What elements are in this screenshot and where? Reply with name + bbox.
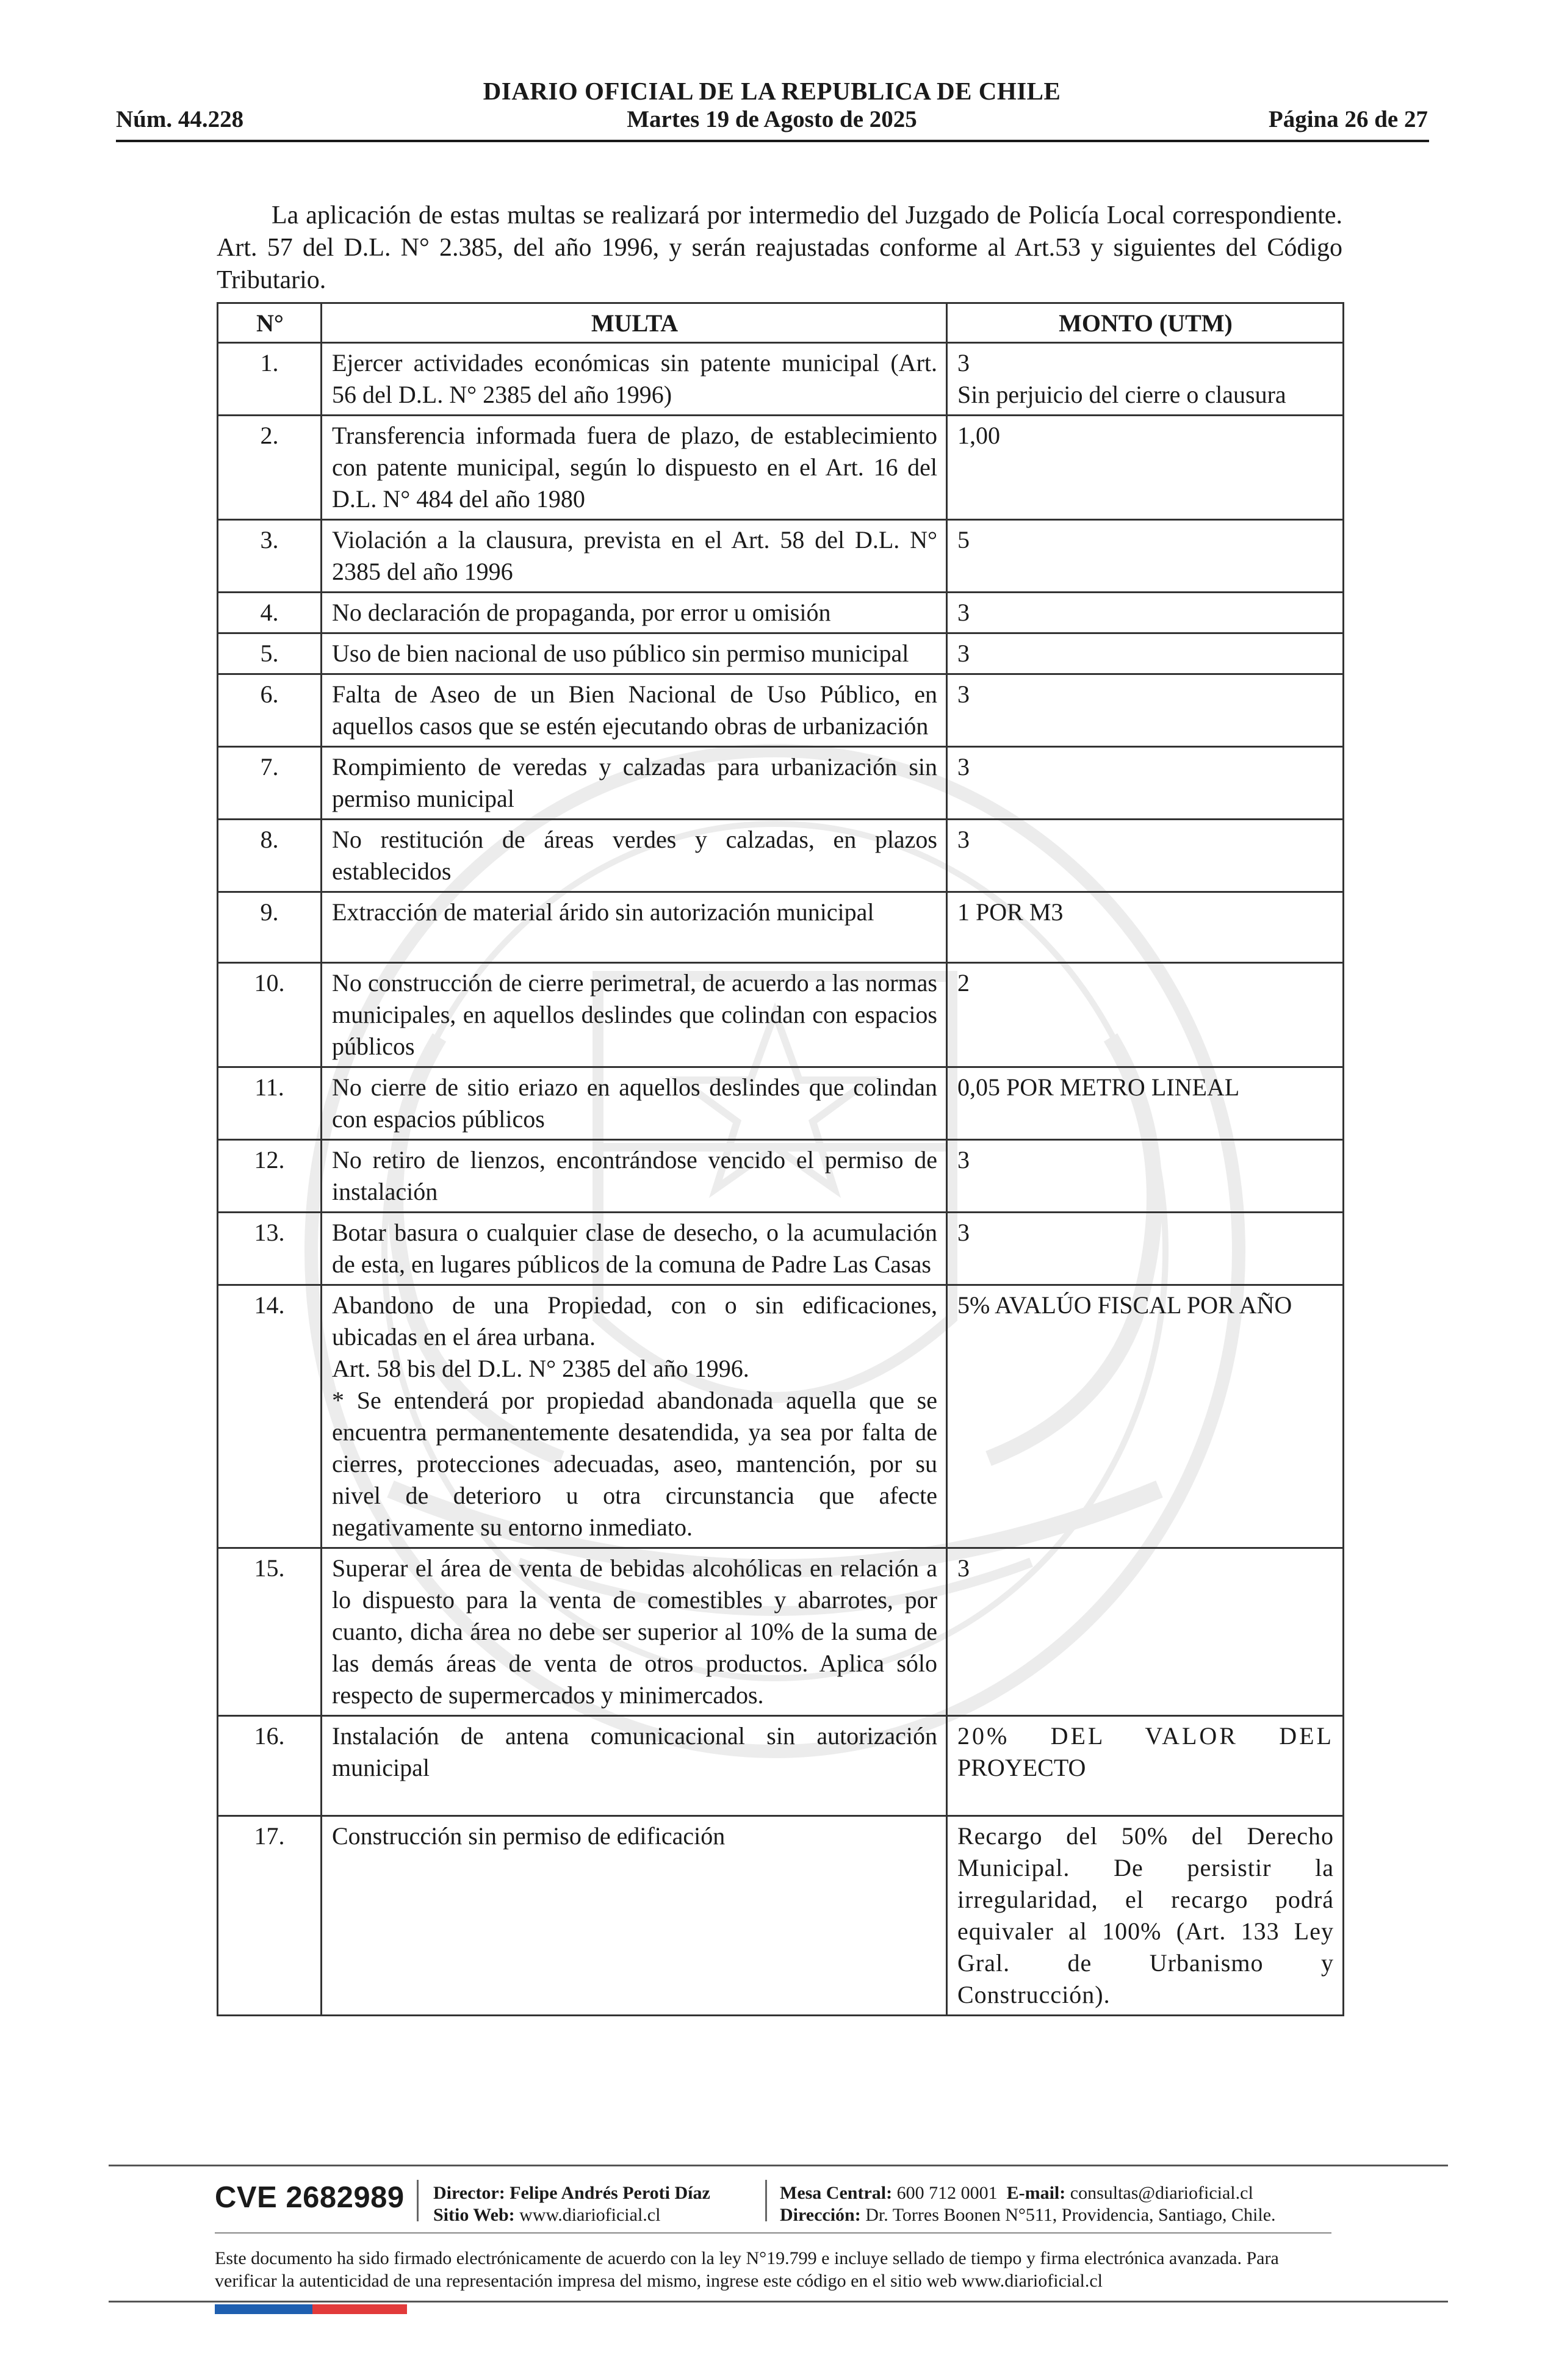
table-row bbox=[218, 1213, 1344, 1285]
footer-separator bbox=[417, 2180, 419, 2221]
col-header-fine: MULTA bbox=[322, 303, 947, 343]
row-number: 2. bbox=[218, 416, 322, 520]
row-amount: 3 bbox=[947, 633, 1344, 674]
mesa-label: Mesa Central: bbox=[780, 2183, 893, 2203]
row-number: 8. bbox=[218, 820, 322, 892]
row-amount: 3 bbox=[947, 593, 1344, 633]
table-row bbox=[218, 343, 1344, 416]
row-number: 14. bbox=[218, 1285, 322, 1548]
table-row bbox=[218, 1140, 1344, 1213]
description-reference: Art. 58 bis del D.L. N° 2385 del año 1996. bbox=[332, 1355, 749, 1382]
director-name: Felipe Andrés Peroti Díaz bbox=[510, 2183, 710, 2203]
footer-separator bbox=[765, 2180, 767, 2221]
row-number: 5. bbox=[218, 633, 322, 674]
issue-number: Núm. 44.228 bbox=[116, 106, 244, 132]
row-amount: 3 bbox=[947, 1140, 1344, 1213]
table-row bbox=[218, 416, 1344, 520]
table-row bbox=[218, 892, 1344, 963]
header-divider bbox=[116, 140, 1429, 142]
row-amount: 3 bbox=[947, 820, 1344, 892]
page-number: Página 26 de 27 bbox=[1268, 106, 1428, 132]
footer-contact-block bbox=[780, 2182, 1276, 2226]
row-number: 4. bbox=[218, 593, 322, 633]
table-row bbox=[218, 1816, 1344, 2016]
row-description: Violación a la clausura, prevista en el Art. 58 del D.L. N° 2385 del año 1996 bbox=[322, 520, 947, 593]
address-text: Dr. Torres Boonen N°511, Providencia, Santiago, Chile. bbox=[865, 2205, 1276, 2225]
row-description: No retiro de lienzos, encontrándose vencido el permiso de instalación bbox=[322, 1140, 947, 1213]
row-number: 9. bbox=[218, 892, 322, 963]
director-label: Director: bbox=[433, 2183, 505, 2203]
table-row bbox=[218, 633, 1344, 674]
row-description: No cierre de sitio eriazo en aquellos deslindes que colindan con espacios públicos bbox=[322, 1067, 947, 1140]
description-note: * Se entenderá por propiedad abandonada aquella que se encuentra permanentemente desatendida, ya sea por falta de cierres, protecciones adecuadas, aseo, mantención, por su nivel de deterioro u otra circunstancia que afecte negativamente su entorno inmediato. bbox=[332, 1387, 937, 1541]
row-number: 6. bbox=[218, 674, 322, 747]
table-header-row bbox=[218, 303, 1344, 343]
row-number: 3. bbox=[218, 520, 322, 593]
row-amount: 0,05 POR METRO LINEAL bbox=[947, 1067, 1344, 1140]
row-description: Instalación de antena comunicacional sin autorización municipal bbox=[322, 1716, 947, 1816]
row-amount: 3 bbox=[947, 1548, 1344, 1716]
row-description: Superar el área de venta de bebidas alcohólicas en relación a lo dispuesto para la venta de comestibles y abarrotes, por cuanto, dicha área no debe ser superior al 10% de la suma de las demás áreas de venta de otros productos. Aplica sólo respecto de supermercados y minimercados. bbox=[322, 1548, 947, 1716]
row-description: No declaración de propaganda, por error u omisión bbox=[322, 593, 947, 633]
intro-text: La aplicación de estas multas se realizará por intermedio del Juzgado de Policía Local correspondiente. Art. 57 del D.L. N° 2.385, del año 1996, y serán reajustadas conforme al Art.53 y siguientes del Código Tributario. bbox=[217, 201, 1342, 294]
amount-line: 20% DEL VALOR DEL bbox=[957, 1722, 1334, 1750]
row-description: No restitución de áreas verdes y calzadas, en plazos establecidos bbox=[322, 820, 947, 892]
row-amount: 1 POR M3 bbox=[947, 892, 1344, 963]
flag-stripe-blue bbox=[215, 2304, 312, 2314]
amount-line: 3 bbox=[957, 349, 970, 377]
page-header bbox=[116, 76, 1428, 146]
table-row bbox=[218, 1548, 1344, 1716]
fines-table bbox=[217, 302, 1344, 2016]
footer-divider-bottom bbox=[109, 2301, 1448, 2302]
row-number: 15. bbox=[218, 1548, 322, 1716]
row-amount bbox=[947, 343, 1344, 416]
row-number: 1. bbox=[218, 343, 322, 416]
row-number: 16. bbox=[218, 1716, 322, 1816]
row-description: Rompimiento de veredas y calzadas para urbanización sin permiso municipal bbox=[322, 747, 947, 820]
table-row bbox=[218, 747, 1344, 820]
row-amount: 1,00 bbox=[947, 416, 1344, 520]
web-link[interactable]: www.diarioficial.cl bbox=[519, 2205, 661, 2225]
table-row bbox=[218, 1285, 1344, 1548]
row-amount bbox=[947, 1716, 1344, 1816]
footer-divider-top bbox=[109, 2165, 1448, 2166]
address-label: Dirección: bbox=[780, 2205, 861, 2225]
col-header-amount: MONTO (UTM) bbox=[947, 303, 1344, 343]
flag-stripe-red bbox=[312, 2304, 407, 2314]
row-number: 7. bbox=[218, 747, 322, 820]
row-description: No construcción de cierre perimetral, de acuerdo a las normas municipales, en aquellos deslindes que colindan con espacios públicos bbox=[322, 963, 947, 1067]
amount-note: Sin perjuicio del cierre o clausura bbox=[957, 381, 1286, 408]
row-number: 12. bbox=[218, 1140, 322, 1213]
row-description: Uso de bien nacional de uso público sin permiso municipal bbox=[322, 633, 947, 674]
table-row bbox=[218, 1716, 1344, 1816]
newspaper-title: DIARIO OFICIAL DE LA REPUBLICA DE CHILE bbox=[483, 77, 1061, 105]
email-link[interactable]: consultas@diarioficial.cl bbox=[1070, 2183, 1253, 2203]
row-description bbox=[322, 1285, 947, 1548]
table-row bbox=[218, 1067, 1344, 1140]
footer-divider-mid bbox=[215, 2232, 1331, 2234]
table-row bbox=[218, 520, 1344, 593]
row-amount: 2 bbox=[947, 963, 1344, 1067]
table-row bbox=[218, 593, 1344, 633]
mesa-phone: 600 712 0001 bbox=[896, 2183, 998, 2203]
description-line: Abandono de una Propiedad, con o sin edificaciones, ubicadas en el área urbana. bbox=[332, 1291, 937, 1350]
legal-notice: Este documento ha sido firmado electrónicamente de acuerdo con la ley N°19.799 e incluye sellado de tiempo y firma electrónica avanzada. Para verificar la autenticidad de una representación impresa del mismo, ingrese este código en el sitio web www.diarioficial.cl bbox=[215, 2248, 1279, 2291]
row-description: Transferencia informada fuera de plazo, de establecimiento con patente municipal, según lo dispuesto en el Art. 16 del D.L. N° 484 del año 1980 bbox=[322, 416, 947, 520]
table-row bbox=[218, 820, 1344, 892]
row-description: Ejercer actividades económicas sin patente municipal (Art. 56 del D.L. N° 2385 del año 1996) bbox=[322, 343, 947, 416]
row-amount: 3 bbox=[947, 747, 1344, 820]
row-description: Extracción de material árido sin autorización municipal bbox=[322, 892, 947, 963]
row-description: Construcción sin permiso de edificación bbox=[322, 1816, 947, 2016]
email-label: E-mail: bbox=[1006, 2183, 1066, 2203]
row-number: 10. bbox=[218, 963, 322, 1067]
row-number: 17. bbox=[218, 1816, 322, 2016]
amount-line-2: PROYECTO bbox=[957, 1754, 1086, 1781]
row-amount: Recargo del 50% del Derecho Municipal. De persistir la irregularidad, el recargo podrá equivaler al 100% (Art. 133 Ley Gral. de Urbanismo y Construcción). bbox=[947, 1816, 1344, 2016]
web-label: Sitio Web: bbox=[433, 2205, 515, 2225]
row-amount: 5% AVALÚO FISCAL POR AÑO bbox=[947, 1285, 1344, 1548]
cve-code: CVE 2682989 bbox=[215, 2181, 405, 2214]
footer-director-block bbox=[433, 2182, 710, 2226]
row-amount: 3 bbox=[947, 674, 1344, 747]
table-row bbox=[218, 674, 1344, 747]
row-amount: 3 bbox=[947, 1213, 1344, 1285]
row-amount: 5 bbox=[947, 520, 1344, 593]
row-number: 11. bbox=[218, 1067, 322, 1140]
table-row bbox=[218, 963, 1344, 1067]
intro-paragraph bbox=[217, 200, 1342, 297]
row-description: Falta de Aseo de un Bien Nacional de Uso Público, en aquellos casos que se estén ejecutando obras de urbanización bbox=[322, 674, 947, 747]
row-description: Botar basura o cualquier clase de desecho, o la acumulación de esta, en lugares públicos de la comuna de Padre Las Casas bbox=[322, 1213, 947, 1285]
issue-date: Martes 19 de Agosto de 2025 bbox=[627, 106, 917, 132]
col-header-number: N° bbox=[218, 303, 322, 343]
row-number: 13. bbox=[218, 1213, 322, 1285]
